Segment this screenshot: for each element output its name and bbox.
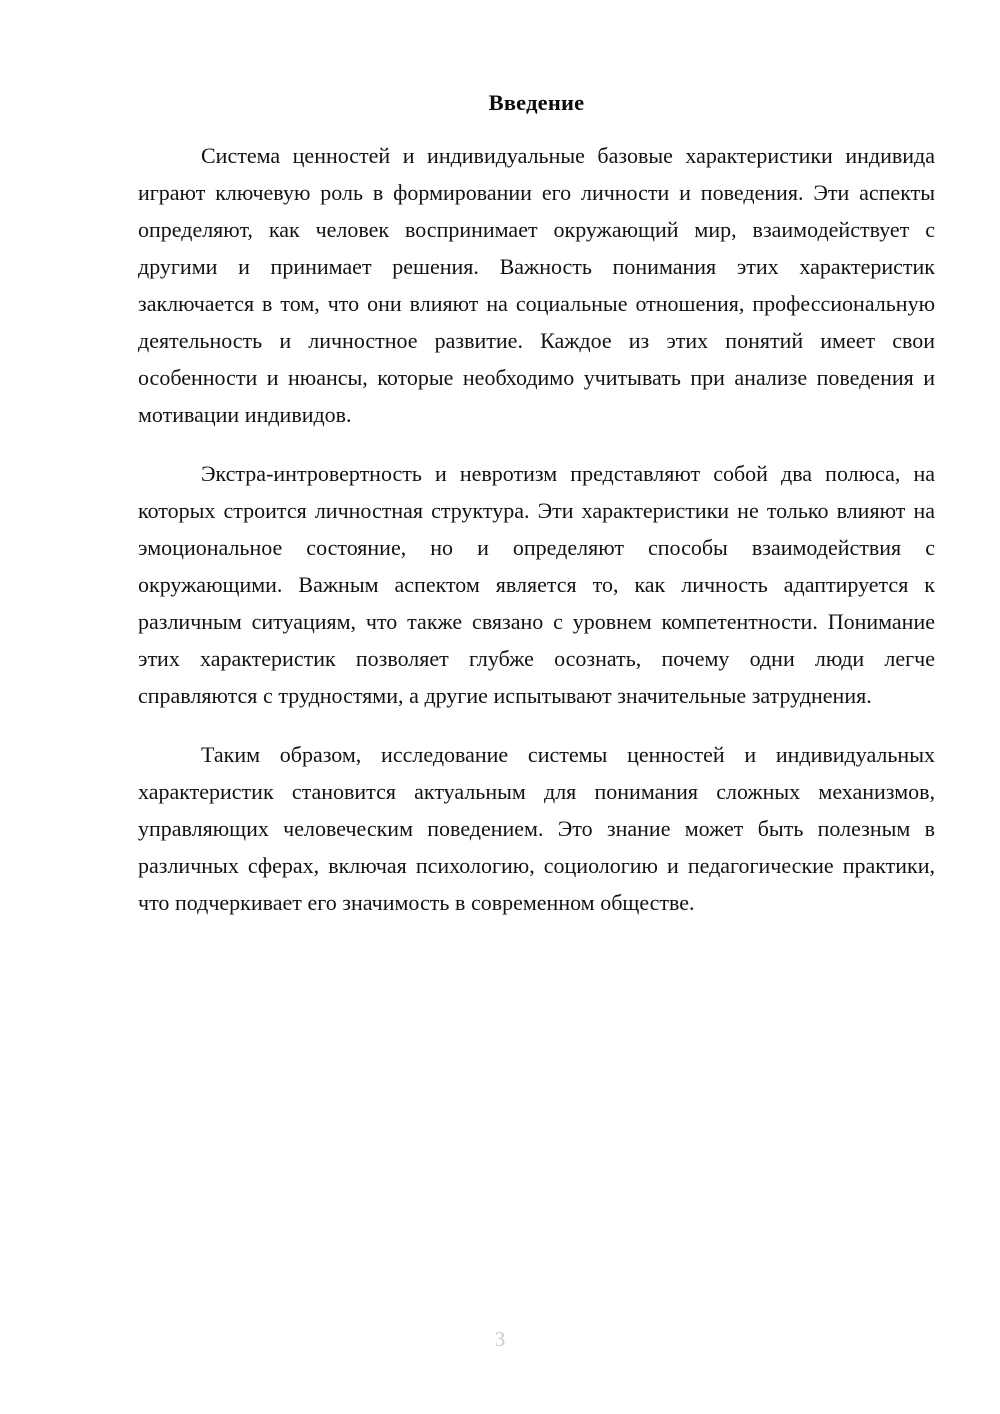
document-body <box>138 86 935 921</box>
page-number: 3 <box>494 1327 506 1351</box>
body-paragraph: Экстра-интровертность и невротизм представляют собой два полюса, на которых строится личностная структура. Эти характеристики не только влияют на эмоциональное состояние, но и определяют способы взаимодействия с окружающими. Важным аспектом является то, как личность адаптируется к различным ситуациям, что также связано с уровнем компетентности. Понимание этих характеристик позволяет глубже осознать, почему одни люди легче справляются с трудностями, а другие испытывают значительные затруднения. <box>138 461 935 708</box>
page-title: Введение <box>488 90 585 115</box>
body-paragraph: Система ценностей и индивидуальные базовые характеристики индивида играют ключевую роль в формировании его личности и поведения. Эти аспекты определяют, как человек воспринимает окружающий мир, взаимодействует с другими и принимает решения. Важность понимания этих характеристик заключается в том, что они влияют на социальные отношения, профессиональную деятельность и личностное развитие. Каждое из этих понятий имеет свои особенности и нюансы, которые необходимо учитывать при анализе поведения и мотивации индивидов. <box>138 143 935 427</box>
body-paragraph: Таким образом, исследование системы ценностей и индивидуальных характеристик становится актуальным для понимания сложных механизмов, управляющих человеческим поведением. Это знание может быть полезным в различных сферах, включая психологию, социологию и педагогические практики, что подчеркивает его значимость в современном обществе. <box>138 742 935 915</box>
